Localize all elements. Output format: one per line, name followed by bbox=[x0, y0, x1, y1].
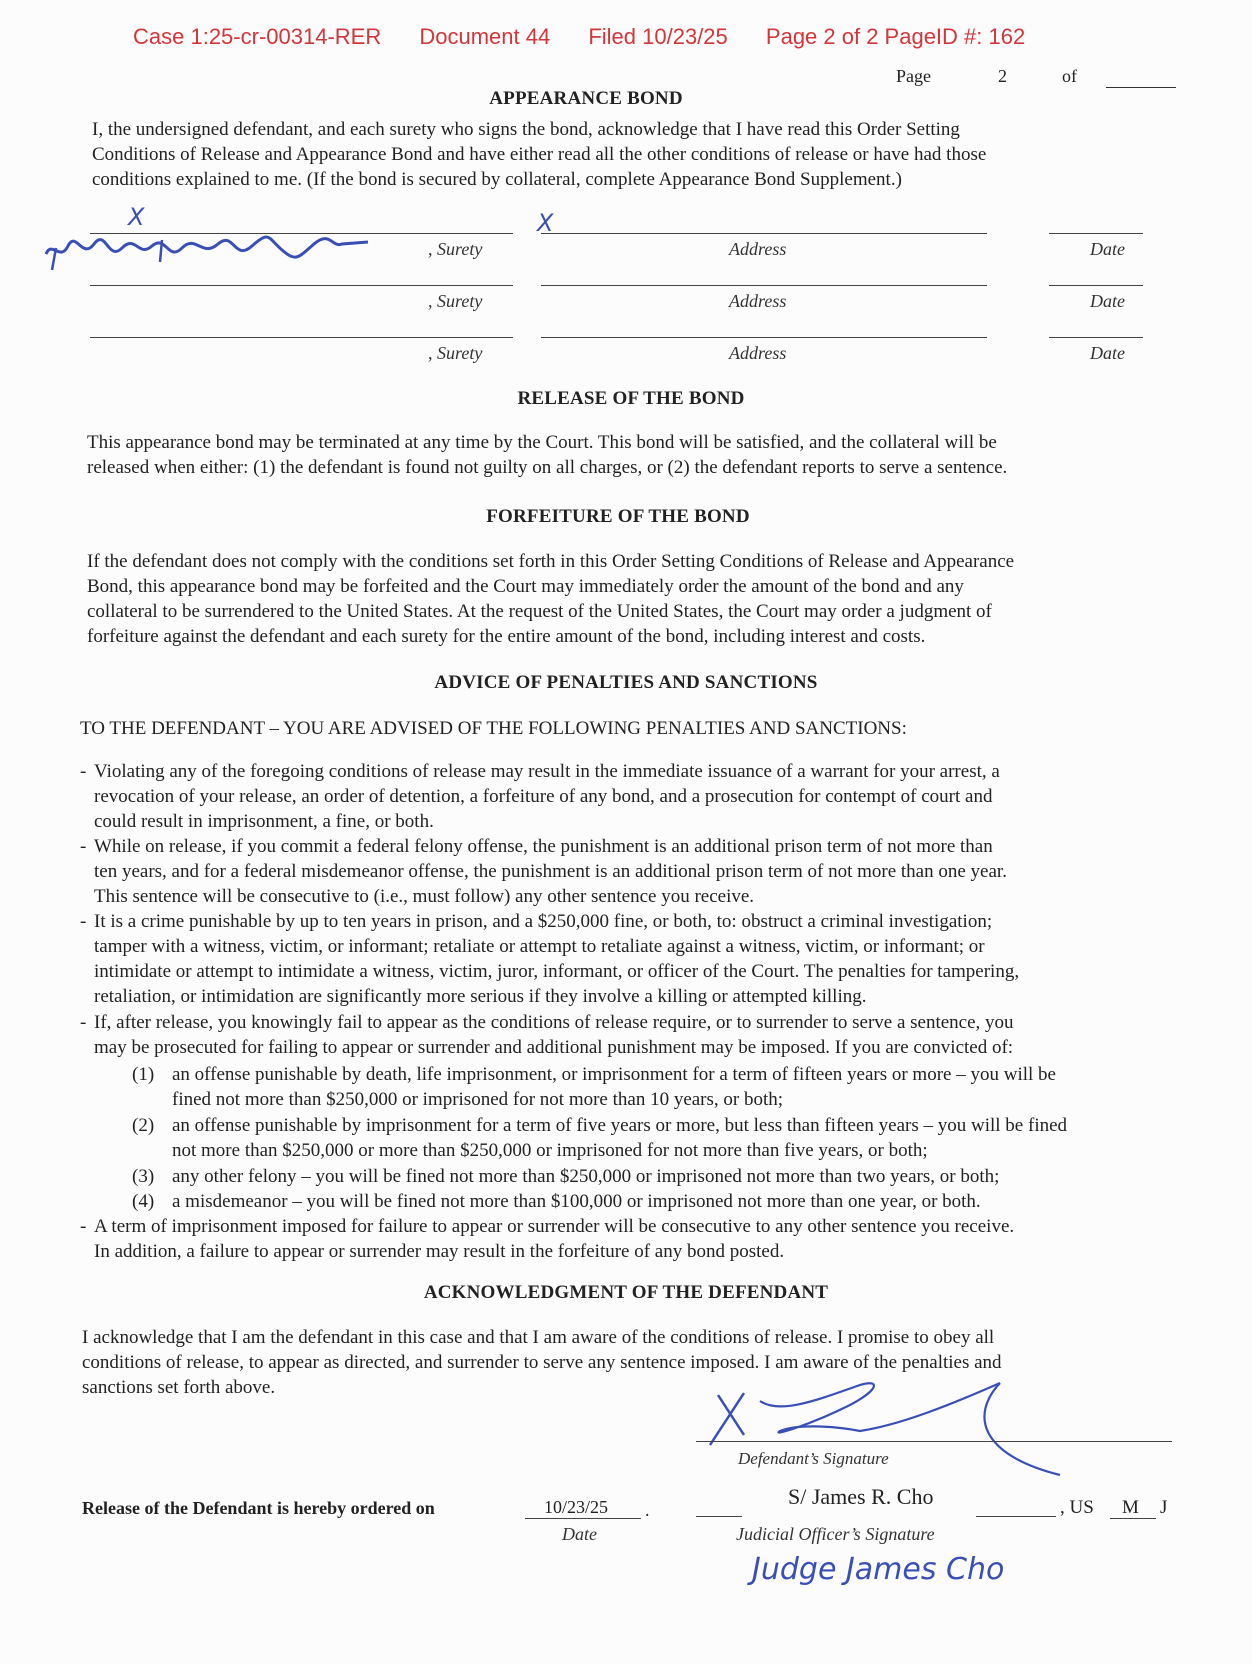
text-line: intimidate or attempt to intimidate a witness, victim, juror, informant, or officer of the Court. The penalties for tampering, bbox=[94, 961, 1020, 982]
judicial-signature-line-right[interactable] bbox=[976, 1516, 1056, 1517]
address-x-mark: X bbox=[537, 209, 554, 237]
text-line: conditions explained to me. (If the bond is secured by collateral, complete Appearance Bond Supplement.) bbox=[92, 169, 902, 190]
appearance-bond-text bbox=[92, 117, 1212, 192]
text-line: A term of imprisonment imposed for failure to appear or surrender will be consecutive to any other sentence you receive. bbox=[94, 1216, 1015, 1237]
text-line: Bond, this appearance bond may be forfeited and the Court may immediately order the amount of the bond and any bbox=[87, 576, 964, 597]
bullet-dash: - bbox=[80, 836, 87, 857]
text-line: revocation of your release, an order of detention, a forfeiture of any bond, and a prosecution for contempt of court and bbox=[94, 786, 993, 807]
text-line: any other felony – you will be fined not more than $250,000 or imprisoned not more than two years, or both; bbox=[172, 1166, 1000, 1187]
text-line: an offense punishable by death, life imprisonment, or imprisonment for a term of fifteen years or more – you will be bbox=[172, 1064, 1056, 1085]
sub-item-number: (1) bbox=[132, 1064, 155, 1085]
sub-item-number: (4) bbox=[132, 1191, 155, 1212]
defendant-signature-label: Defendant’s Signature bbox=[738, 1449, 889, 1468]
surety-signature-line[interactable] bbox=[90, 337, 513, 338]
of-label: of bbox=[1062, 66, 1077, 86]
bullet-dash: - bbox=[80, 1216, 87, 1237]
ecf-header-stamp bbox=[133, 24, 1057, 50]
address-label: Address bbox=[729, 343, 787, 363]
text-line: I acknowledge that I am the defendant in this case and that I am aware of the conditions of release. I promise to obey all bbox=[82, 1327, 995, 1348]
surety-signature-line[interactable] bbox=[90, 233, 513, 234]
text-line: ten years, and for a federal misdemeanor offense, the punishment is an additional prison term of not more than one year. bbox=[94, 861, 1007, 882]
penalty-sub-item bbox=[132, 1113, 1182, 1163]
text-line: could result in imprisonment, a fine, or both. bbox=[94, 811, 434, 832]
penalty-bullet bbox=[80, 909, 1190, 1009]
date-line[interactable] bbox=[1049, 285, 1143, 286]
judge-handwritten-name: Judge James Cho bbox=[752, 1552, 1005, 1587]
text-line: I, the undersigned defendant, and each surety who signs the bond, acknowledge that I have read this Order Setting bbox=[92, 119, 960, 140]
release-of-bond-heading: RELEASE OF THE BOND bbox=[517, 388, 745, 409]
filed-date: Filed 10/23/25 bbox=[588, 24, 728, 49]
release-date-line[interactable] bbox=[525, 1518, 641, 1519]
case-number: Case 1:25-cr-00314-RER bbox=[133, 24, 382, 49]
penalty-bullet bbox=[80, 1214, 1190, 1264]
penalty-sub-item bbox=[132, 1189, 1182, 1214]
penalty-bullet bbox=[80, 1010, 1190, 1060]
appearance-bond-heading: APPEARANCE BOND bbox=[489, 88, 683, 109]
date-line[interactable] bbox=[1049, 233, 1143, 234]
text-line: It is a crime punishable by up to ten years in prison, and a $250,000 fine, or both, to: obstruct a criminal investigation; bbox=[94, 911, 993, 932]
judicial-title-line[interactable] bbox=[1110, 1518, 1156, 1519]
text-line: This sentence will be consecutive to (i.e., must follow) any other sentence you receive. bbox=[94, 886, 755, 907]
surety-label: , Surety bbox=[428, 291, 483, 311]
text-line: sanctions set forth above. bbox=[82, 1377, 276, 1398]
text-line: This appearance bond may be terminated at any time by the Court. This bond will be satisfied, and the collateral will be bbox=[87, 432, 997, 453]
judicial-signature-typed: S/ James R. Cho bbox=[788, 1484, 934, 1509]
page-indicator bbox=[896, 66, 1077, 87]
sub-item-number: (2) bbox=[132, 1115, 155, 1136]
forfeiture-heading: FORFEITURE OF THE BOND bbox=[486, 506, 750, 527]
text-line: retaliation, or intimidation are significantly more serious if they involve a killing or attempted killing. bbox=[94, 986, 867, 1007]
release-date-value: 10/23/25 bbox=[544, 1497, 609, 1517]
text-line: a misdemeanor – you will be fined not more than $100,000 or imprisoned not more than one year, or both. bbox=[172, 1191, 981, 1212]
release-of-bond-text bbox=[87, 430, 1217, 480]
page-id: Page 2 of 2 PageID #: 162 bbox=[765, 24, 1026, 49]
release-date-label: Date bbox=[562, 1524, 597, 1544]
judicial-title-prefix: , US bbox=[1060, 1497, 1094, 1518]
text-line: fined not more than $250,000 or imprisoned for not more than 10 years, or both; bbox=[172, 1089, 784, 1110]
penalty-sub-item bbox=[132, 1062, 1182, 1112]
penalty-bullet bbox=[80, 834, 1190, 909]
judicial-title-j: J bbox=[1160, 1497, 1168, 1518]
bullet-dash: - bbox=[80, 911, 87, 932]
text-line: released when either: (1) the defendant is found not guilty on all charges, or (2) the defendant reports to serve a sentence. bbox=[87, 457, 1008, 478]
text-line: tamper with a witness, victim, or informant; retaliate or attempt to retaliate against a witness, victim, or informant; or bbox=[94, 936, 985, 957]
penalty-sub-item bbox=[132, 1164, 1182, 1189]
judicial-signature-label: Judicial Officer’s Signature bbox=[736, 1524, 935, 1544]
surety-label: , Surety bbox=[428, 343, 483, 363]
text-line: Violating any of the foregoing conditions of release may result in the immediate issuance of a warrant for your arrest, a bbox=[94, 761, 1000, 782]
date-label: Date bbox=[1090, 343, 1125, 363]
address-label: Address bbox=[729, 239, 787, 259]
page-number: 2 bbox=[998, 66, 1007, 86]
document-number: Document 44 bbox=[419, 24, 551, 49]
text-line: While on release, if you commit a federal felony offense, the punishment is an additional prison term of not more than bbox=[94, 836, 993, 857]
address-line[interactable] bbox=[541, 337, 987, 338]
text-line: In addition, a failure to appear or surrender may result in the forfeiture of any bond posted. bbox=[94, 1241, 785, 1262]
defendant-signature-line[interactable] bbox=[696, 1441, 1172, 1442]
text-line: collateral to be surrendered to the United States. At the request of the United States, the Court may order a judgment of bbox=[87, 601, 992, 622]
acknowledgment-heading: ACKNOWLEDGMENT OF THE DEFENDANT bbox=[423, 1282, 829, 1303]
judicial-title-m: M bbox=[1122, 1497, 1139, 1518]
address-label: Address bbox=[729, 291, 787, 311]
text-line: not more than $250,000 or more than $250,000 or imprisoned for not more than five years, or both; bbox=[172, 1140, 928, 1161]
address-line[interactable] bbox=[541, 233, 987, 234]
date-label: Date bbox=[1090, 239, 1125, 259]
surety-label: , Surety bbox=[428, 239, 483, 259]
text-line: If, after release, you knowingly fail to appear as the conditions of release require, or to surrender to serve a sentence, you bbox=[94, 1012, 1014, 1033]
text-line: an offense punishable by imprisonment for a term of five years or more, but less than fifteen years – you will be fined bbox=[172, 1115, 1068, 1136]
surety-signature-scribble bbox=[42, 232, 372, 272]
date-label: Date bbox=[1090, 291, 1125, 311]
penalties-intro: TO THE DEFENDANT – YOU ARE ADVISED OF THE FOLLOWING PENALTIES AND SANCTIONS: bbox=[80, 718, 907, 739]
forfeiture-text bbox=[87, 549, 1227, 649]
text-line: conditions of release, to appear as directed, and surrender to serve any sentence imposed. I am aware of the penalties and bbox=[82, 1352, 1002, 1373]
text-line: Conditions of Release and Appearance Bond and have either read all the other conditions of release or have had those bbox=[92, 144, 987, 165]
bullet-dash: - bbox=[80, 1012, 87, 1033]
text-line: If the defendant does not comply with the conditions set forth in this Order Setting Conditions of Release and Appearance bbox=[87, 551, 1015, 572]
date-line[interactable] bbox=[1049, 337, 1143, 338]
address-line[interactable] bbox=[541, 285, 987, 286]
penalty-bullet bbox=[80, 759, 1190, 834]
surety-x-mark: X bbox=[128, 203, 145, 231]
sub-item-number: (3) bbox=[132, 1166, 155, 1187]
penalties-heading: ADVICE OF PENALTIES AND SANCTIONS bbox=[434, 672, 818, 693]
text-line: forfeiture against the defendant and each surety for the entire amount of the bond, including interest and costs. bbox=[87, 626, 926, 647]
judicial-signature-line-left[interactable] bbox=[696, 1516, 742, 1517]
release-date-period: . bbox=[645, 1500, 650, 1520]
page-label: Page bbox=[896, 66, 931, 86]
surety-signature-line[interactable] bbox=[90, 285, 513, 286]
bullet-dash: - bbox=[80, 761, 87, 782]
text-line: may be prosecuted for failing to appear or surrender and additional punishment may be imposed. If you are convicted of: bbox=[94, 1037, 1014, 1058]
release-order-label: Release of the Defendant is hereby ordered on bbox=[82, 1498, 435, 1518]
